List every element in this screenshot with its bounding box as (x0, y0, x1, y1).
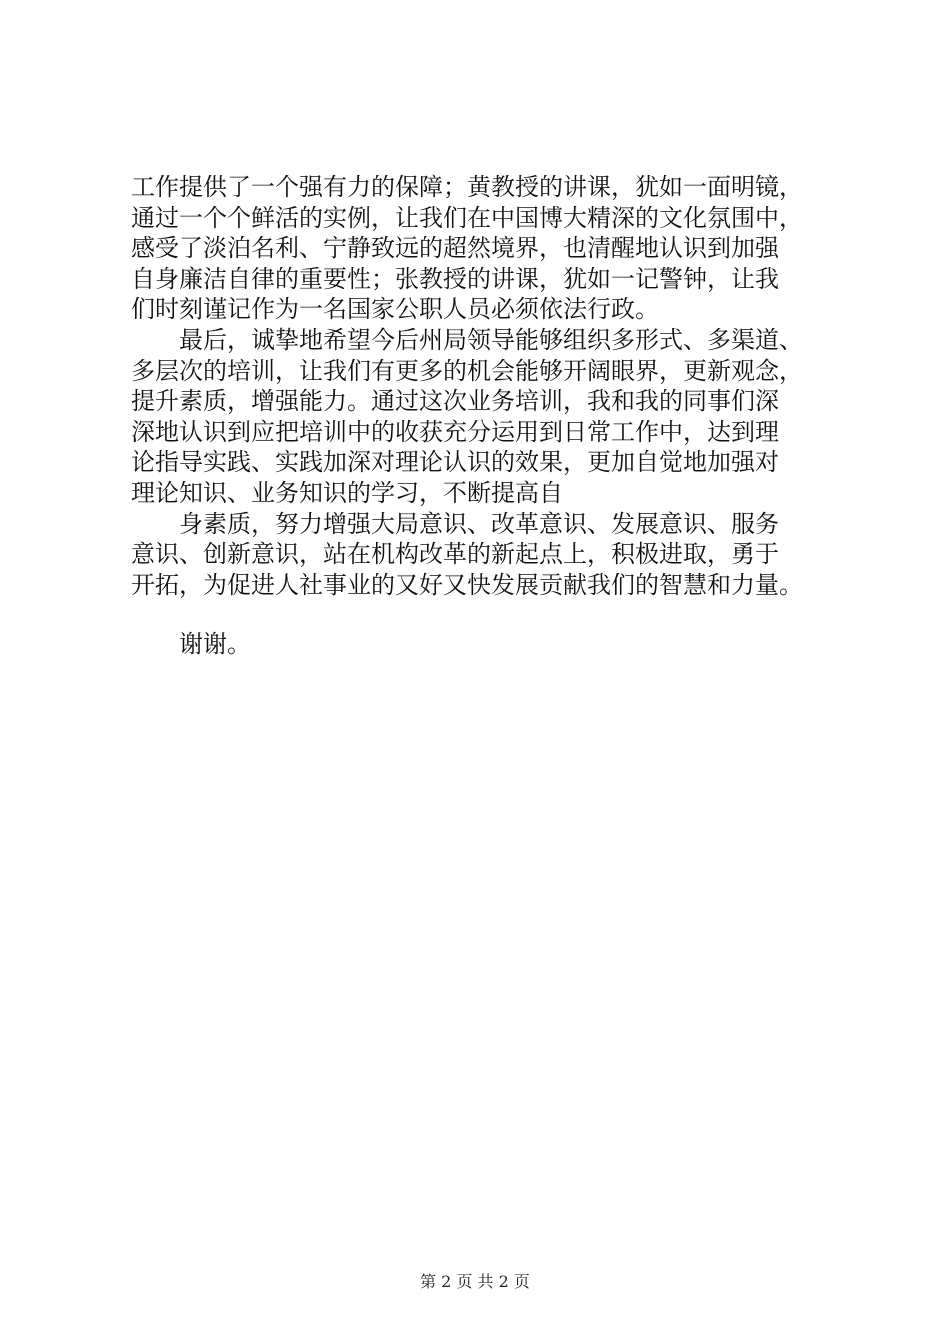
text-line: 开拓，为促进人社事业的又好又快发展贡献我们的智慧和力量。 (131, 570, 803, 599)
text-line: 多层次的培训，让我们有更多的机会能够开阔眼界，更新观念， (131, 356, 803, 385)
document-body (131, 172, 851, 600)
page-number-footer: 第 2 页 共 2 页 (420, 1272, 530, 1291)
text-line: 自身廉洁自律的重要性；张教授的讲课，犹如一记警钟，让我 (131, 264, 779, 293)
text-line: 工作提供了一个强有力的保障；黄教授的讲课，犹如一面明镜， (131, 173, 803, 201)
text-line: 身素质，努力增强大局意识、改革意识、发展意识、服务 (179, 509, 779, 538)
text-line: 提升素质，增强能力。通过这次业务培训，我和我的同事们深 (131, 387, 779, 416)
text-line: 最后，诚挚地希望今后州局领导能够组织多形式、多渠道、 (179, 325, 803, 354)
text-line: 意识、创新意识，站在机构改革的新起点上，积极进取，勇于 (131, 540, 779, 569)
text-line: 们时刻谨记作为一名国家公职人员必须依法行政。 (131, 295, 659, 324)
text-line: 通过一个个鲜活的实例，让我们在中国博大精深的文化氛围中， (131, 203, 803, 232)
text-line: 深地认识到应把培训中的收获充分运用到日常工作中，达到理 (131, 417, 779, 446)
text-line: 论指导实践、实践加深对理论认识的效果，更加自觉地加强对 (131, 448, 779, 477)
text-line: 感受了淡泊名利、宁静致远的超然境界，也清醒地认识到加强 (131, 234, 779, 263)
closing-text: 谢谢。 (179, 630, 251, 658)
text-line: 理论知识、业务知识的学习，不断提高自 (131, 478, 563, 507)
